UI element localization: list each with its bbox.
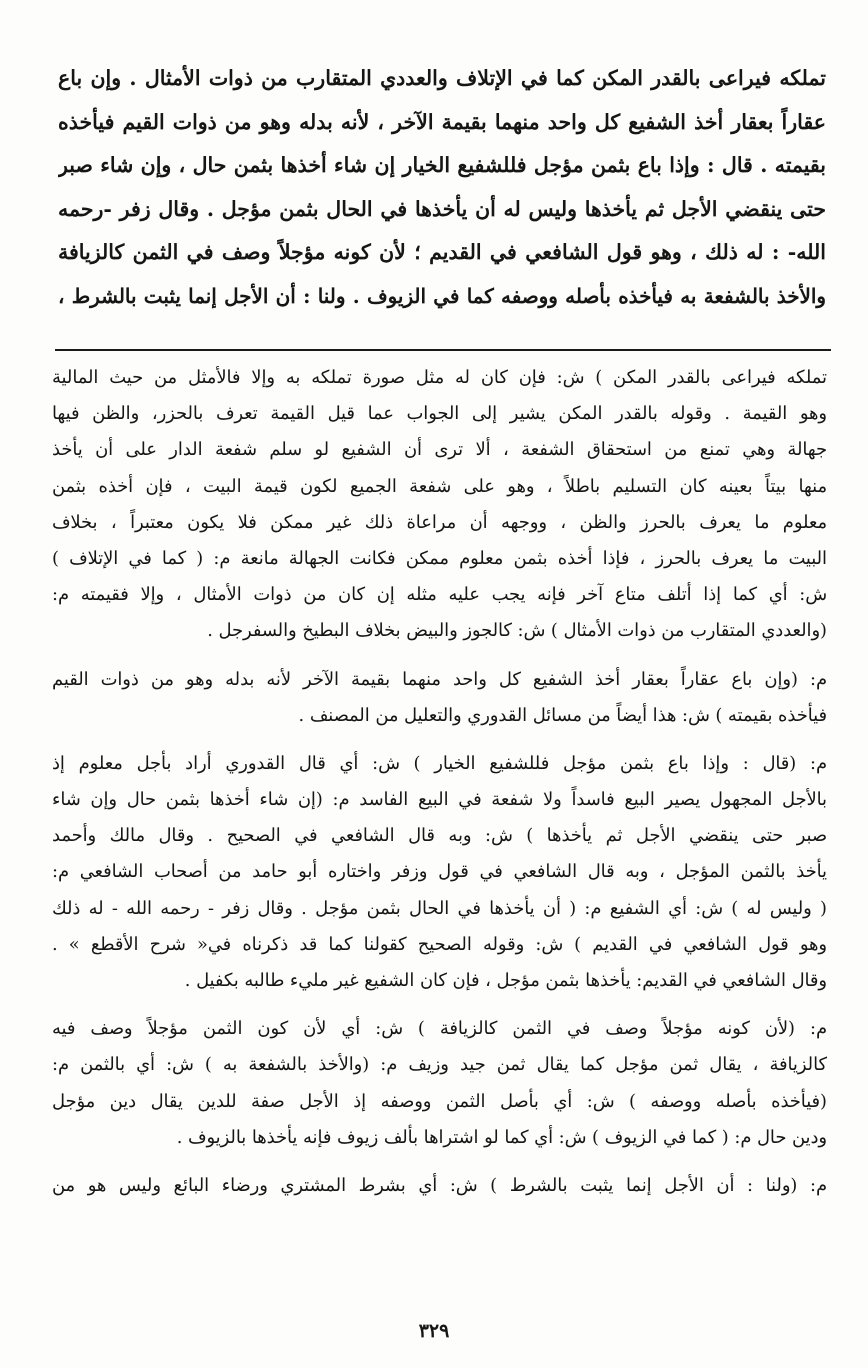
commentary-line: معلوم ما يعرف بالحرز والظن ، ووجهه أن مراعاة ذلك غير ممكن فلا يكون معتبراً ، بخلاف — [52, 511, 827, 533]
commentary-line: م: (قال : وإذا باع بثمن مؤجل فللشفيع الخيار ) ش: أي قال القدوري أراد بأجل معلوم إذ — [52, 752, 827, 774]
commentary-paragraph — [52, 662, 827, 734]
section-divider — [55, 349, 831, 351]
main-text-line: تملكه فيراعى بالقدر المكن كما في الإتلاف والعددي المتقارب من ذوات الأمثال . وإن باع — [58, 66, 826, 90]
commentary-line: كالزيافة ، يقال ثمن مؤجل كما يقال ثمن جيد وزيف م: (والأخذ بالشفعة به ) ش: أي بالثمن م: — [52, 1054, 827, 1076]
commentary-paragraph — [52, 360, 827, 650]
commentary-line: ( وليس له ) ش: أي الشفيع م: ( أن يأخذها في الحال بثمن مؤجل . وقال زفر - رحمه الله - له ذلك — [52, 897, 827, 919]
commentary-paragraph — [52, 1168, 827, 1204]
commentary-line: م: (ولنا : أن الأجل إنما يثبت بالشرط ) ش: أي بشرط المشتري ورضاء البائع وليس هو من — [52, 1174, 827, 1196]
commentary-line: م: (وإن باع عقاراً بعقار أخذ الشفيع كل واحد منهما بقيمة الآخر لأنه بدله وهو من ذوات القيم — [52, 668, 827, 690]
main-text-line: الله- : له ذلك ، وهو قول الشافعي في القديم ؛ لأن كونه مؤجلاً وصف في الثمن كالزيافة — [58, 240, 826, 265]
commentary-line: م: (لأن كونه مؤجلاً وصف في الثمن كالزيافة ) ش: أي لأن كون الثمن مؤجلاً وصف فيه — [52, 1018, 827, 1040]
main-text-line: بقيمته . قال : وإذا باع بثمن مؤجل فللشفيع الخيار إن شاء أخذها بثمن حال ، وإن شاء صبر — [58, 153, 826, 178]
commentary-line: وهو قول الشافعي في القديم ) ش: وقوله الصحيح كقولنا كما قد ذكرناه في« شرح الأقطع » . — [52, 933, 827, 955]
commentary-line: تملكه فيراعى بالقدر المكن ) ش: فإن كان له مثل صورة تملكه به وإلا فالأمثل من حيث المالية — [52, 367, 827, 388]
commentary-line: جهالة وهي تمنع من استحقاق الشفعة ، ألا ترى أن الشفيع لو سلم شفعة الدار على أن يأخذ — [52, 439, 827, 461]
main-text-line: عقاراً بعقار أخذ الشفيع كل واحد منهما بقيمة الآخر ، لأنه بدله وهو من ذوات القيم فيأخذه — [58, 109, 826, 134]
commentary-line: (فيأخذه بأصله ووصفه ) ش: أي بأصل الثمن ووصفه إذ الأجل صفة للدين يقال دين مؤجل — [52, 1090, 827, 1112]
commentary-line: وهو القيمة . وقوله بالقدر المكن يشير إلى الجواب عما قيل القيمة تعرف بالحزر، والظن فيها — [52, 403, 827, 425]
commentary-line: يأخذ بالثمن المؤجل ، وبه قال الشافعي في قول وزفر واختاره أبو حامد من أصحاب الشافعي م: — [52, 861, 827, 883]
commentary-line: وقال الشافعي في القديم: يأخذها بثمن مؤجل ، فإن كان الشفيع غير مليء طالبه بكفيل . — [184, 970, 827, 991]
commentary-line: ودين حال م: ( كما في الزيوف ) ش: أي كما لو اشتراها بألف زيوف فإنه يأخذها بالزيوف . — [176, 1126, 827, 1148]
commentary-block — [52, 360, 827, 1204]
main-text-block — [58, 57, 826, 319]
commentary-line: منها بيتاً بعينه كان التسليم باطلاً ، وهو على شفعة الجميع لكون قيمة البيت ، فإن أخذه بثمن — [52, 475, 827, 497]
commentary-line: ش: أي كما إذا أتلف متاع آخر فإنه يجب عليه مثله إن كان من ذوات الأمثال ، وإلا فقيمته م: — [52, 584, 827, 606]
commentary-paragraph — [52, 746, 827, 999]
commentary-line: (والعددي المتقارب من ذوات الأمثال ) ش: كالجوز والبيض بخلاف البطيخ والسفرجل . — [207, 620, 827, 642]
commentary-line: فيأخذه بقيمته ) ش: هذا أيضاً من مسائل القدوري والتعليل من المصنف . — [298, 704, 827, 726]
commentary-paragraph — [52, 1011, 827, 1156]
main-text-line: والأخذ بالشفعة به فيأخذه بأصله ووصفه كما في الزيوف . ولنا : أن الأجل إنما يثبت بالشرط ، — [58, 283, 826, 308]
commentary-line: بالأجل المجهول يصير البيع فاسداً ولا شفعة في البيع الفاسد م: (إن شاء أخذها بثمن حال وإن شاء — [52, 789, 827, 811]
commentary-line: صبر حتى ينقضي الأجل ثم يأخذها ) ش: وبه قال الشافعي في الصحيح . وقال مالك وأحمد — [52, 825, 827, 847]
commentary-line: البيت ما يعرف بالحرز ، فإذا أخذه بثمن معلوم ممكن فكانت الجهالة مانعة م: ( كما في الإتلاف ) — [52, 547, 827, 569]
page-number: ٣٢٩ — [418, 1320, 450, 1342]
main-text-line: حتى ينقضي الأجل ثم يأخذها وليس له أن يأخذها في الحال بثمن مؤجل . وقال زفر -رحمه — [58, 196, 826, 221]
